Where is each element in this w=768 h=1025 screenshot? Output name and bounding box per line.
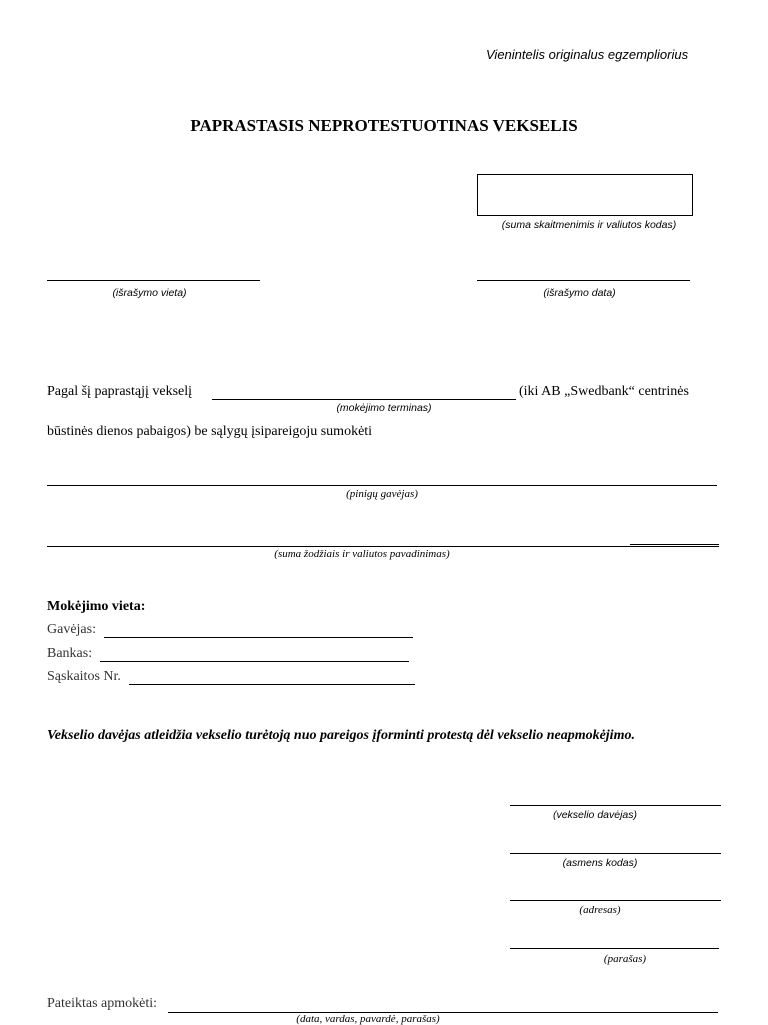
issue-date-line[interactable] — [477, 280, 690, 281]
personal-id-caption: (asmens kodas) — [562, 857, 638, 869]
protest-waiver-text: Vekselio davėjas atleidžia vekselio turėtoją nuo pareigos įforminti protestą dėl vekselio neapmokėjimo. — [47, 728, 635, 743]
payment-term-caption: (mokėjimo terminas) — [336, 402, 432, 414]
issue-date-caption: (išrašymo data) — [543, 287, 616, 299]
amount-words-line-end — [630, 544, 719, 545]
amount-words-line[interactable] — [47, 546, 719, 547]
payee-caption: (pinigų gavėjas) — [346, 488, 418, 500]
issue-place-line[interactable] — [47, 280, 260, 281]
document-title: PAPRASTASIS NEPROTESTUOTINAS VEKSELIS — [190, 116, 578, 135]
signature-caption: (parašas) — [603, 953, 647, 965]
presented-caption: (data, vardas, pavardė, parašas) — [296, 1013, 440, 1025]
bank-line[interactable] — [100, 661, 409, 662]
address-line[interactable] — [510, 900, 721, 901]
amount-words-caption: (suma žodžiais ir valiutos pavadinimas) — [274, 548, 450, 560]
issuer-line[interactable] — [510, 805, 721, 806]
personal-id-line[interactable] — [510, 853, 721, 854]
amount-figures-caption: (suma skaitmenimis ir valiutos kodas) — [501, 219, 677, 231]
payment-place-heading: Mokėjimo vieta: — [47, 599, 146, 614]
promise-lead-text: Pagal šį paprastąjį vekselį — [47, 384, 193, 399]
payment-term-line[interactable] — [212, 399, 516, 400]
issuer-caption: (vekselio davėjas) — [552, 809, 638, 821]
recipient-label: Gavėjas: — [47, 622, 96, 637]
recipient-line[interactable] — [104, 637, 413, 638]
payee-line[interactable] — [47, 485, 717, 486]
bank-label: Bankas: — [47, 646, 93, 661]
account-line[interactable] — [129, 684, 415, 685]
promise-term-tail: (iki AB „Swedbank“ centrinės — [519, 384, 689, 399]
address-caption: (adresas) — [579, 904, 621, 916]
amount-figures-box[interactable] — [477, 174, 693, 216]
presented-label: Pateiktas apmokėti: — [47, 996, 158, 1011]
issue-place-caption: (išrašymo vieta) — [112, 287, 187, 299]
account-label: Sąskaitos Nr. — [47, 669, 121, 684]
promise-second-line: būstinės dienos pabaigos) be sąlygų įsipareigoju sumokėti — [47, 424, 373, 439]
signature-line[interactable] — [510, 948, 719, 949]
original-copy-note: Vienintelis originalus egzempliorius — [486, 47, 689, 62]
